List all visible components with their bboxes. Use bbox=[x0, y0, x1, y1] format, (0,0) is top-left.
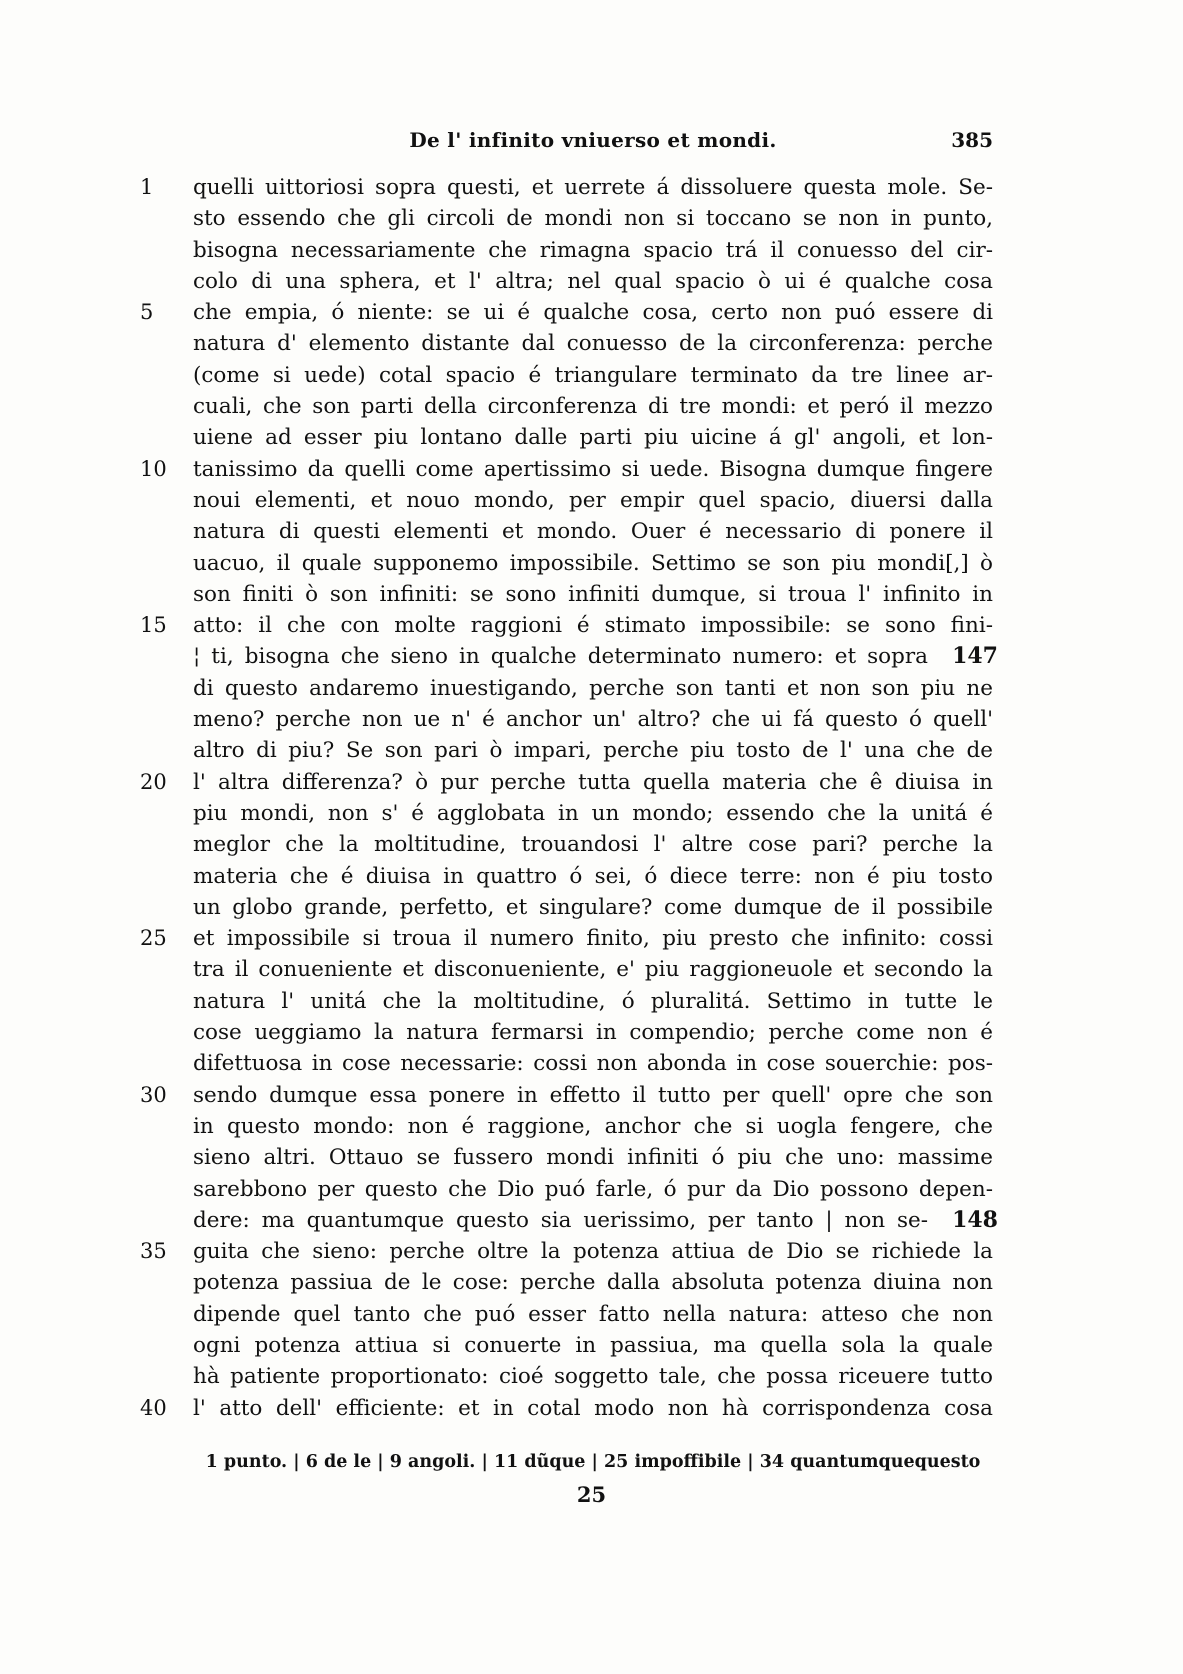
text-line bbox=[0, 454, 1183, 485]
text-line bbox=[0, 767, 1183, 798]
text-line bbox=[0, 1393, 1183, 1424]
line-text: sendo dumque essa ponere in effetto il tutto per quell' opre che son bbox=[193, 1082, 993, 1108]
text-line bbox=[0, 1174, 1183, 1205]
line-text: (come si uede) cotal spacio é triangulare terminato da tre linee ar- bbox=[193, 362, 993, 388]
text-line bbox=[0, 548, 1183, 579]
line-text: altro di piu? Se son pari ò impari, perche piu tosto de l' una che de bbox=[193, 738, 993, 764]
line-number: 30 bbox=[140, 1082, 167, 1107]
text-line bbox=[0, 485, 1183, 516]
text-line bbox=[0, 391, 1183, 422]
text-line bbox=[0, 1330, 1183, 1361]
text-line bbox=[0, 704, 1183, 735]
line-text: tra il conueniente et disconueniente, e' piu raggioneuole et secondo la bbox=[193, 957, 993, 983]
line-text: bisogna necessariamente che rimagna spacio trá il conuesso del cir- bbox=[193, 237, 993, 263]
line-text: et impossibile si troua il numero finito, piu presto che infinito: cossi bbox=[193, 926, 993, 952]
text-line bbox=[0, 954, 1183, 985]
text-line bbox=[0, 861, 1183, 892]
margin-page-reference: 148 bbox=[952, 1206, 998, 1233]
line-text: difettuosa in cose necessarie: cossi non abonda in cose souerchie: pos- bbox=[193, 1051, 993, 1077]
text-line bbox=[0, 923, 1183, 954]
text-line bbox=[0, 1017, 1183, 1048]
line-text: l' atto dell' efficiente: et in cotal modo non hà corrispondenza cosa bbox=[193, 1395, 993, 1421]
line-text: l' altra differenza? ò pur perche tutta quella materia che ê diuisa in bbox=[193, 769, 993, 795]
line-text: guita che sieno: perche oltre la potenza attiua de Dio se richiede la bbox=[193, 1239, 993, 1265]
text-line bbox=[0, 641, 1183, 672]
line-number: 1 bbox=[140, 175, 154, 199]
line-text: tanissimo da quelli come apertissimo si uede. Bisogna dumque fingere bbox=[193, 456, 993, 482]
text-line bbox=[0, 1048, 1183, 1079]
text-line bbox=[0, 1111, 1183, 1142]
text-line bbox=[0, 516, 1183, 547]
line-number: 20 bbox=[140, 769, 167, 794]
line-text: quelli uittoriosi sopra questi, et uerrete á dissoluere questa mole. Se- bbox=[193, 175, 993, 200]
line-text: che empia, ó niente: se ui é qualche cosa, certo non puó essere di bbox=[193, 300, 993, 326]
text-line bbox=[0, 1236, 1183, 1267]
text-line bbox=[0, 1267, 1183, 1298]
text-line bbox=[0, 892, 1183, 923]
line-text: sieno altri. Ottauo se fussero mondi infiniti ó piu che uno: massime bbox=[193, 1145, 993, 1171]
line-text: colo di una sphera, et l' altra; nel qual spacio ò ui é qualche cosa bbox=[193, 268, 993, 294]
line-number: 10 bbox=[140, 456, 167, 481]
line-text: meno? perche non ue n' é anchor un' altro? che ui fá questo ó quell' bbox=[193, 707, 993, 733]
line-text: natura di questi elementi et mondo. Ouer é necessario di ponere il bbox=[193, 519, 993, 545]
line-text: noui elementi, et nouo mondo, per empir quel spacio, diuersi dalla bbox=[193, 487, 993, 513]
line-number: 25 bbox=[140, 926, 167, 951]
text-line bbox=[0, 986, 1183, 1017]
text-line bbox=[0, 829, 1183, 860]
line-number: 5 bbox=[140, 300, 154, 325]
text-line bbox=[0, 172, 1183, 203]
text-line bbox=[0, 610, 1183, 641]
running-title: De l' infinito vniuerso et mondi. bbox=[409, 128, 777, 152]
text-line bbox=[0, 422, 1183, 453]
text-line bbox=[0, 1142, 1183, 1173]
page-number: 385 bbox=[951, 128, 993, 152]
line-text: dipende quel tanto che puó esser fatto nella natura: atteso che non bbox=[193, 1301, 993, 1327]
line-text: uiene ad esser piu lontano dalle parti piu uicine á gl' angoli, et lon- bbox=[193, 425, 993, 451]
line-text: di questo andaremo inuestigando, perche son tanti et non son piu ne bbox=[193, 675, 993, 701]
line-number: 40 bbox=[140, 1395, 167, 1420]
line-text: dere: ma quantumque questo sia uerissimo, per tanto | non se- bbox=[193, 1207, 928, 1233]
line-text: ogni potenza attiua si conuerte in passiua, ma quella sola la quale bbox=[193, 1332, 993, 1358]
margin-page-reference: 147 bbox=[952, 643, 998, 670]
line-number: 35 bbox=[140, 1239, 167, 1264]
text-line bbox=[0, 235, 1183, 266]
text-line bbox=[0, 203, 1183, 234]
text-line bbox=[0, 1080, 1183, 1111]
line-text: natura d' elemento distante dal conuesso de la circonferenza: perche bbox=[193, 331, 993, 357]
line-text: son finiti ò son infiniti: se sono infiniti dumque, si troua l' infinito in bbox=[193, 581, 993, 607]
line-text: atto: il che con molte raggioni é stimato impossibile: se sono fini- bbox=[193, 613, 993, 639]
line-text: cuali, che son parti della circonferenza di tre mondi: et peró il mezzo bbox=[193, 394, 993, 420]
text-line bbox=[0, 735, 1183, 766]
line-number: 15 bbox=[140, 613, 167, 638]
line-text: meglor che la moltitudine, trouandosi l' altre cose pari? perche la bbox=[193, 832, 993, 858]
line-text: sto essendo che gli circoli de mondi non si toccano se non in punto, bbox=[193, 206, 993, 232]
text-line bbox=[0, 1205, 1183, 1236]
line-text: in questo mondo: non é raggione, anchor che si uogla fengere, che bbox=[193, 1113, 993, 1139]
text-line bbox=[0, 798, 1183, 829]
text-line bbox=[0, 297, 1183, 328]
line-text: un globo grande, perfetto, et singulare? come dumque de il possibile bbox=[193, 894, 993, 920]
line-text: ¦ ti, bisogna che sieno in qualche determinato numero: et sopra bbox=[193, 644, 928, 670]
text-line bbox=[0, 1361, 1183, 1392]
body-text bbox=[0, 172, 1183, 1424]
text-line bbox=[0, 328, 1183, 359]
critical-apparatus: 1 punto. | 6 de le | 9 angoli. | 11 dũque | 25 impoffibile | 34 quantumquequesto bbox=[205, 1452, 981, 1472]
line-text: piu mondi, non s' é agglobata in un mondo; essendo che la unitá é bbox=[193, 800, 993, 826]
text-line bbox=[0, 579, 1183, 610]
line-text: materia che é diuisa in quattro ó sei, ó diece terre: non é piu tosto bbox=[193, 863, 993, 889]
line-text: hà patiente proportionato: cioé soggetto tale, che possa riceuere tutto bbox=[193, 1364, 993, 1390]
text-line bbox=[0, 673, 1183, 704]
printer-signature: 25 bbox=[576, 1482, 607, 1507]
line-text: uacuo, il quale supponemo impossibile. Settimo se son piu mondi[,] ò bbox=[193, 550, 993, 576]
line-text: natura l' unitá che la moltitudine, ó pluralitá. Settimo in tutte le bbox=[193, 988, 993, 1014]
line-text: cose ueggiamo la natura fermarsi in compendio; perche come non é bbox=[193, 1020, 993, 1046]
text-line bbox=[0, 1299, 1183, 1330]
line-text: sarebbono per questo che Dio puó farle, ó pur da Dio possono depen- bbox=[193, 1176, 993, 1202]
line-text: potenza passiua de le cose: perche dalla absoluta potenza diuina non bbox=[193, 1270, 993, 1296]
text-line bbox=[0, 266, 1183, 297]
text-line bbox=[0, 360, 1183, 391]
running-head bbox=[193, 128, 993, 158]
